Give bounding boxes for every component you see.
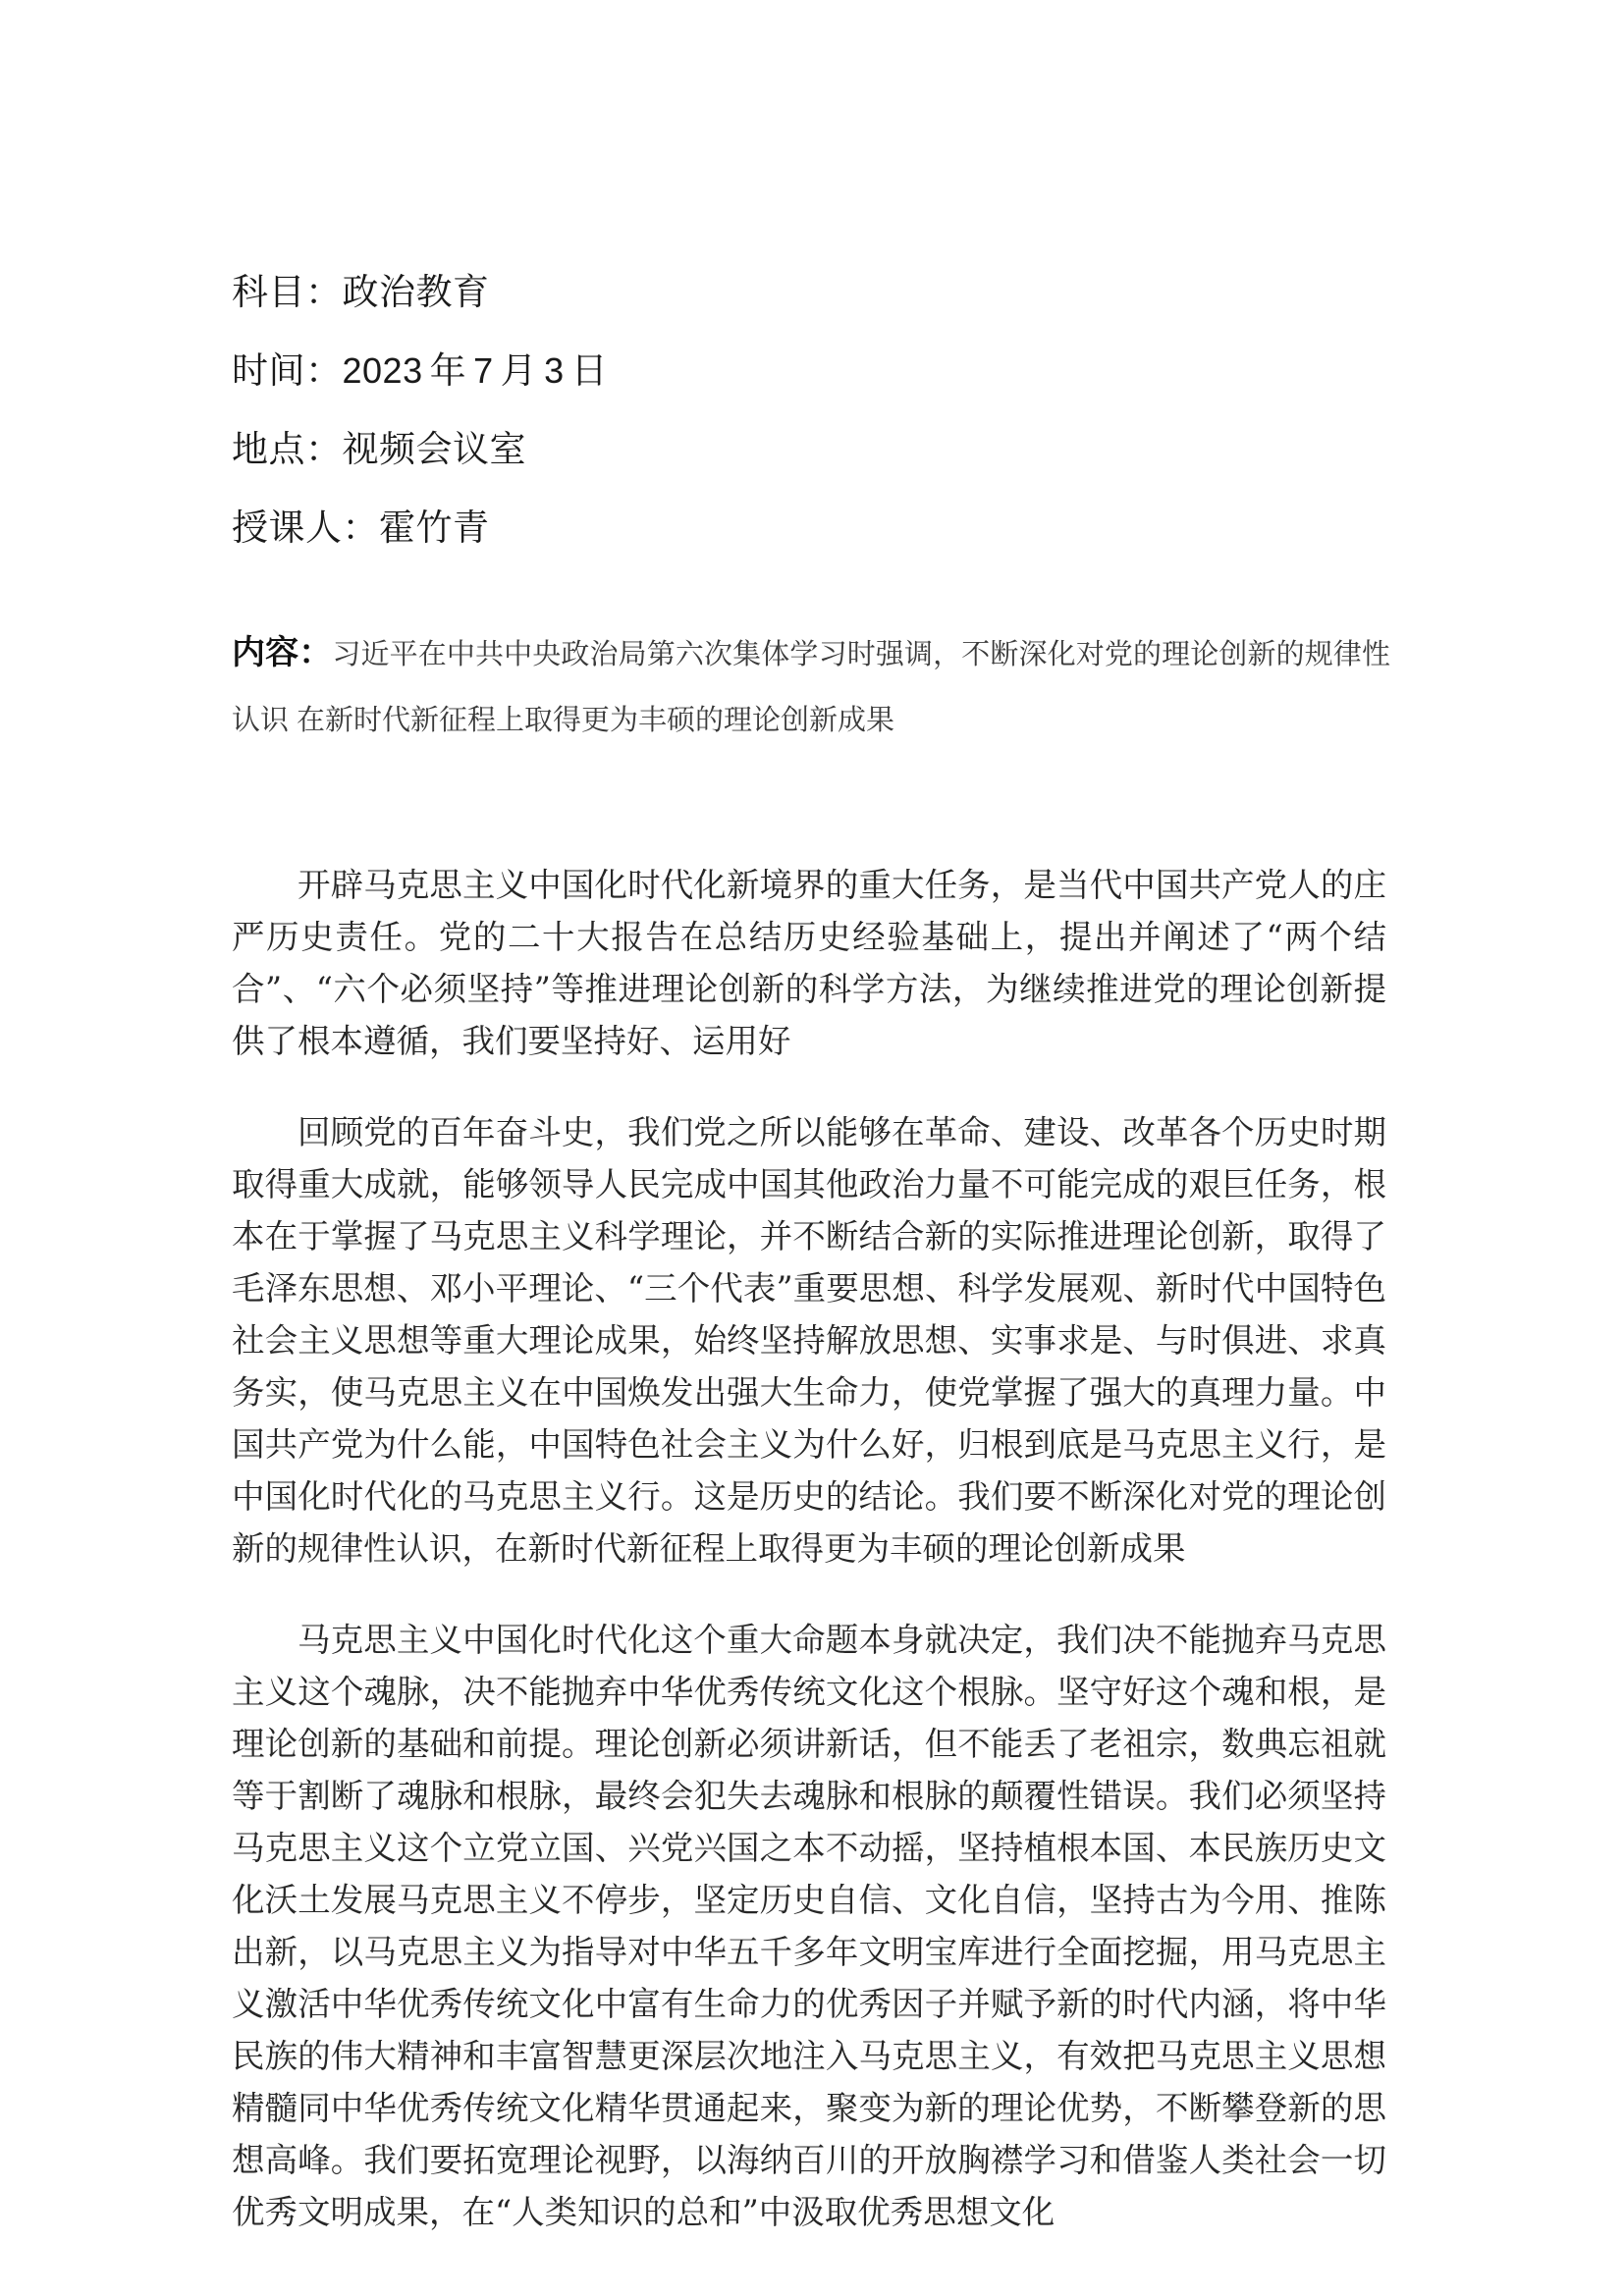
- meta-value-instructor: 霍竹青: [379, 507, 490, 549]
- meta-date-day-unit: 日: [570, 349, 609, 392]
- meta-line-instructor: [232, 489, 1410, 567]
- body-paragraph: 马克思主义中国化时代化这个重大命题本身就决定，我们决不能抛弃马克思主义这个魂脉，决不能抛弃中华优秀传统文化这个根脉。坚守好这个魂和根，是理论创新的基础和前提。理论创新必须讲新话，但不能丢了老祖宗，数典忘祖就等于割断了魂脉和根脉，最终会犯失去魂脉和根脉的颠覆性错误。我们必须坚持马克思主义这个立党立国、兴党兴国之本不动摇，坚持植根本国、本民族历史文化沃土发展马克思主义不停步，坚定历史自信、文化自信，坚持古为今用、推陈出新，以马克思主义为指导对中华五千多年文明宝库进行全面挖掘，用马克思主义激活中华优秀传统文化中富有生命力的优秀因子并赋予新的时代内涵，将中华民族的伟大精神和丰富智慧更深层次地注入马克思主义，有效把马克思主义思想精髓同中华优秀传统文化精华贯通起来，聚变为新的理论优势，不断攀登新的思想高峰。我们要拓宽理论视野，以海纳百川的开放胸襟学习和借鉴人类社会一切优秀文明成果，在“人类知识的总和”中汲取优秀思想文化: [232, 1621, 1386, 2231]
- meta-date-year-unit: 年: [429, 349, 467, 392]
- meta-line-subject: [232, 253, 1410, 332]
- meta-colon-instructor: ：: [342, 507, 379, 549]
- meta-label-location: 地点: [232, 428, 305, 470]
- meta-colon-subject: ：: [305, 271, 343, 313]
- document-body: [232, 859, 1386, 2238]
- body-paragraph: 开辟马克思主义中国化时代化新境界的重大任务，是当代中国共产党人的庄严历史责任。党的二十大报告在总结历史经验基础上，提出并阐述了“两个结合”、“六个必须坚持”等推进理论创新的科学方法，为继续推进党的理论创新提供了根本遵循，我们要坚持好、运用好: [232, 866, 1386, 1060]
- meta-label-instructor: 授课人: [232, 507, 343, 549]
- meta-line-date: [232, 332, 1410, 410]
- meta-colon-location: ：: [305, 428, 343, 470]
- meta-date-day: 3: [544, 350, 565, 391]
- content-heading-text: 习近平在中共中央政治局第六次集体学习时强调，不断深化对党的理论创新的规律性认识 在新时代新征程上取得更为丰硕的理论创新成果: [232, 639, 1390, 736]
- meta-date-year: 2023: [342, 350, 423, 391]
- content-heading-label: 内容：: [232, 634, 333, 671]
- meta-value-location: 视频会议室: [342, 428, 526, 470]
- meta-line-location: [232, 410, 1410, 489]
- meta-colon-date: ：: [305, 349, 343, 392]
- meta-value-subject: 政治教育: [342, 271, 490, 313]
- content-heading: [232, 620, 1390, 754]
- lecture-meta-block: [232, 253, 1410, 567]
- meta-date-month-unit: 月: [500, 349, 538, 392]
- body-paragraph: 回顾党的百年奋斗史，我们党之所以能够在革命、建设、改革各个历史时期取得重大成就，能够领导人民完成中国其他政治力量不可能完成的艰巨任务，根本在于掌握了马克思主义科学理论，并不断结合新的实际推进理论创新，取得了毛泽东思想、邓小平理论、“三个代表”重要思想、科学发展观、新时代中国特色社会主义思想等重大理论成果，始终坚持解放思想、实事求是、与时俱进、求真务实，使马克思主义在中国焕发出强大生命力，使党掌握了强大的真理力量。中国共产党为什么能，中国特色社会主义为什么好，归根到底是马克思主义行，是中国化时代化的马克思主义行。这是历史的结论。我们要不断深化对党的理论创新的规律性认识，在新时代新征程上取得更为丰硕的理论创新成果: [232, 1113, 1386, 1568]
- meta-label-date: 时间: [232, 349, 305, 392]
- meta-label-subject: 科目: [232, 271, 305, 313]
- meta-date-month: 7: [473, 350, 494, 391]
